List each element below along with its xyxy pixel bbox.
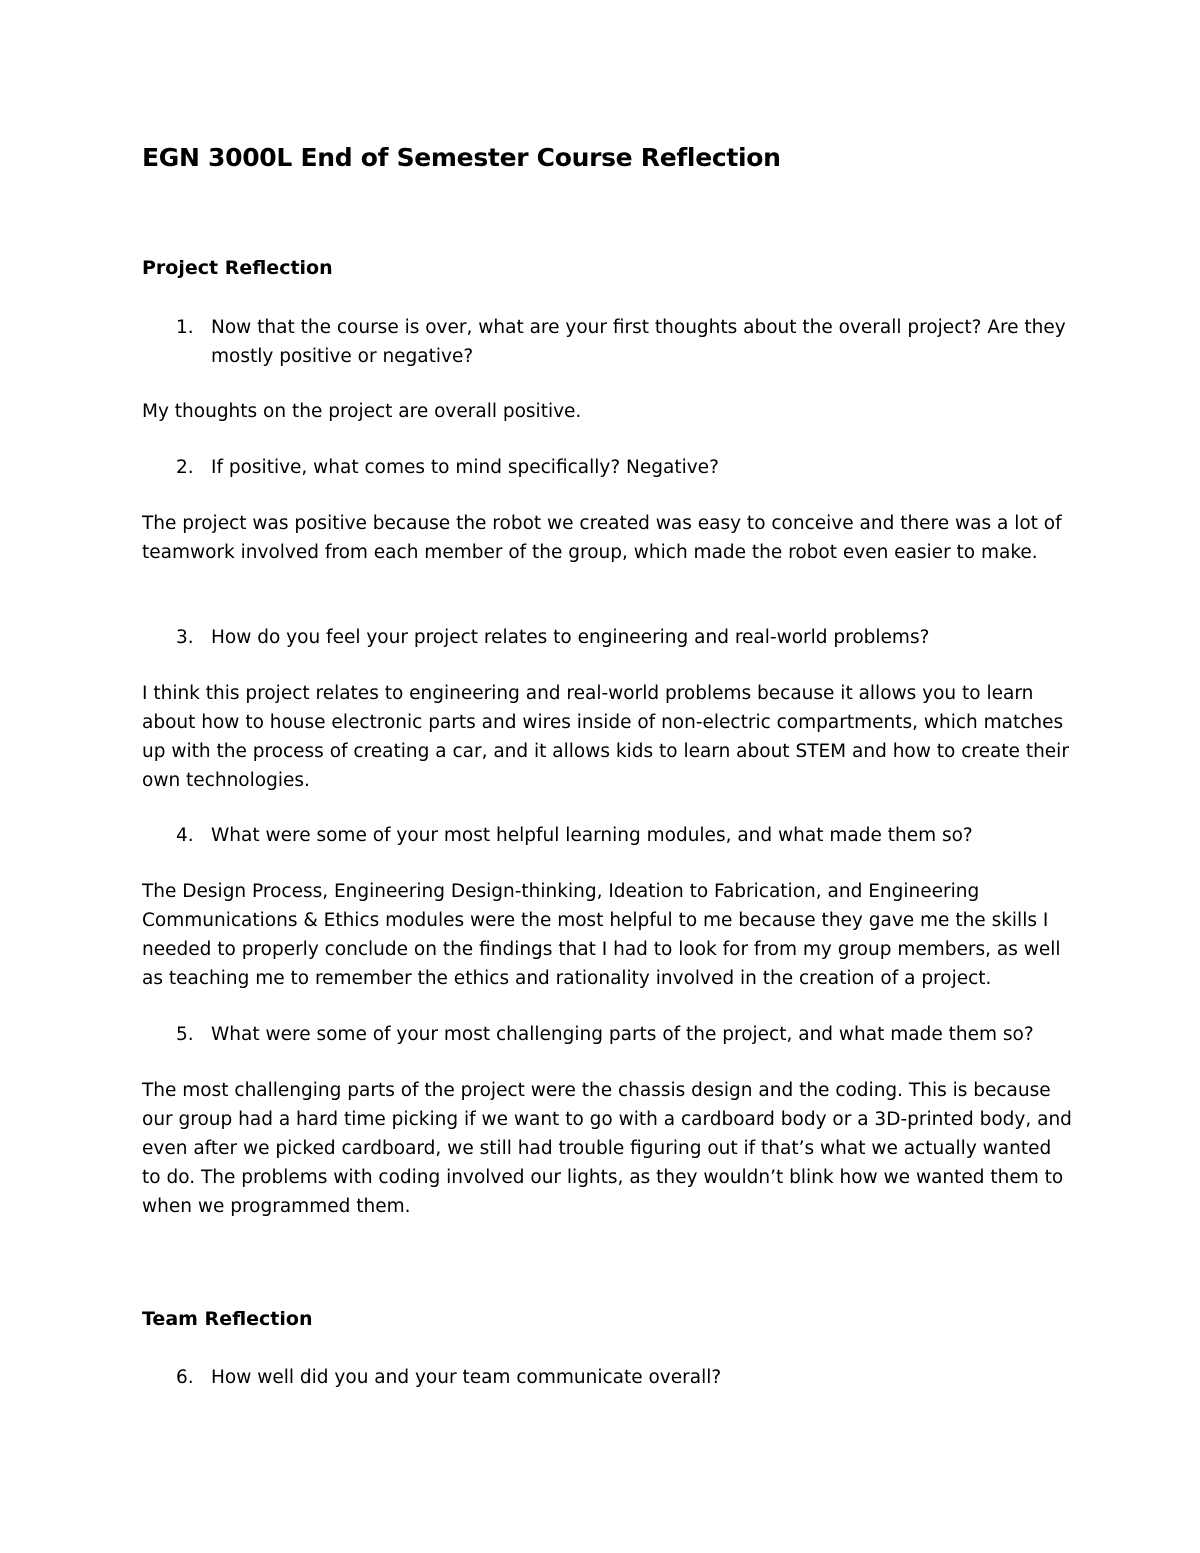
question-text: Now that the course is over, what are your first thoughts about the overall project? Are they mostly positive or negative? — [211, 317, 1066, 367]
document-title: EGN 3000L End of Semester Course Reflection — [142, 143, 781, 172]
question-number: 4. — [176, 825, 194, 846]
question-text: What were some of your most challenging parts of the project, and what made them so? — [211, 1024, 1034, 1045]
question-2 — [176, 453, 1066, 482]
question-number: 6. — [176, 1367, 194, 1388]
question-5 — [176, 1020, 1066, 1049]
answer-1: My thoughts on the project are overall positive. — [142, 401, 582, 422]
question-1 — [176, 313, 1066, 371]
question-4 — [176, 821, 1066, 850]
question-number: 5. — [176, 1024, 194, 1045]
question-number: 2. — [176, 457, 194, 478]
question-text: What were some of your most helpful learning modules, and what made them so? — [211, 825, 973, 846]
section-heading-team-reflection: Team Reflection — [142, 1308, 313, 1330]
question-text: How well did you and your team communicate overall? — [211, 1367, 722, 1388]
question-number: 3. — [176, 627, 194, 648]
answer-4: The Design Process, Engineering Design-thinking, Ideation to Fabrication, and Engineering Communications & Ethics modules were the most helpful to me because they gave me the skills I needed to properly conclude on the findings that I had to look for from my group members, as well as teaching me to remember the ethics and rationality involved in the creation of a project. — [142, 881, 1061, 989]
question-text: How do you feel your project relates to engineering and real-world problems? — [211, 627, 930, 648]
answer-3: I think this project relates to engineering and real-world problems because it allows you to learn about how to house electronic parts and wires inside of non-electric compartments, which matches up with the process of creating a car, and it allows kids to learn about STEM and how to create their own technologies. — [142, 683, 1069, 791]
question-6 — [176, 1363, 1066, 1392]
question-3 — [176, 623, 1066, 652]
answer-2: The project was positive because the robot we created was easy to conceive and there was a lot of teamwork involved from each member of the group, which made the robot even easier to make. — [142, 513, 1062, 563]
question-text: If positive, what comes to mind specifically? Negative? — [211, 457, 719, 478]
answer-5: The most challenging parts of the project were the chassis design and the coding. This is because our group had a hard time picking if we want to go with a cardboard body or a 3D-printed body, and even after we picked cardboard, we still had trouble figuring out if that’s what we actually wanted to do. The problems with coding involved our lights, as they wouldn’t blink how we wanted them to when we programmed them. — [142, 1080, 1072, 1217]
question-number: 1. — [176, 317, 194, 338]
section-heading-project-reflection: Project Reflection — [142, 257, 333, 279]
